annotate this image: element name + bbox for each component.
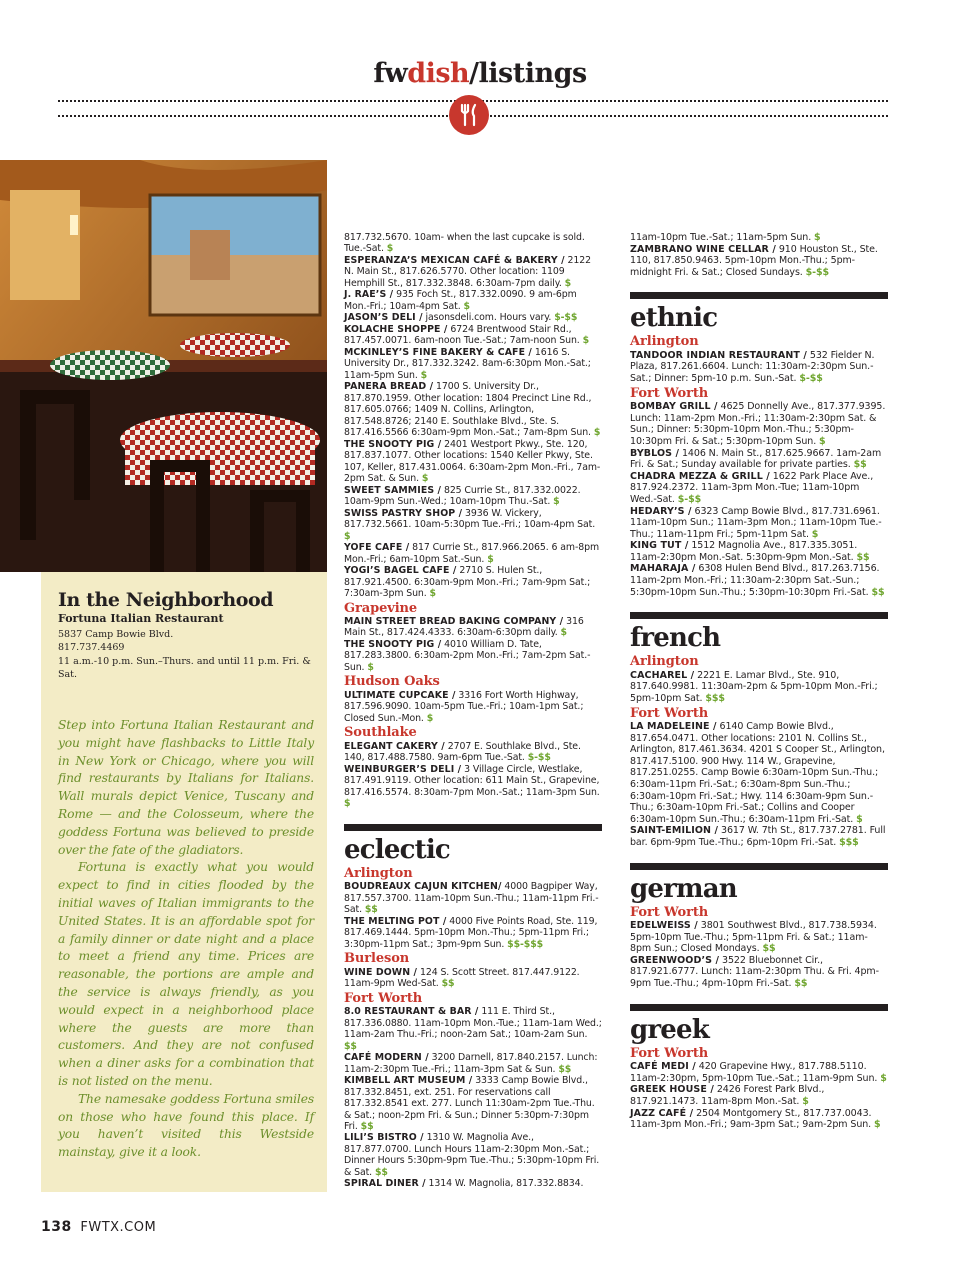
city-heading: Hudson Oaks bbox=[344, 674, 440, 690]
listing-name: CAFÉ MEDI / bbox=[630, 1061, 696, 1073]
listing-name: SAINT-EMILION / bbox=[630, 825, 719, 837]
listing-name: ELEGANT CAKERY / bbox=[344, 740, 445, 752]
listing-entry bbox=[630, 563, 888, 598]
listing-entry bbox=[344, 764, 602, 810]
listing-entry bbox=[630, 540, 888, 563]
listing-price: $-$$ bbox=[677, 493, 702, 505]
listing-details: jasonsdeli.com. Hours vary. bbox=[425, 312, 552, 324]
listings-column-2 bbox=[630, 232, 888, 1131]
listing-price: $ bbox=[811, 528, 819, 540]
listing-details: 2710 S. Hulen St., 817.921.4500. 6:30am-9pm Mon.-Fri.; 7am-9pm Sat.; 7:30am-3pm Sun. bbox=[344, 565, 591, 600]
listing-name: YOFE CAFE / bbox=[344, 542, 410, 554]
listing-price: $ bbox=[802, 1095, 809, 1107]
listing-details: 3316 Fort Worth Highway, 817.596.9090. 10am-5pm Tue.-Fri.; 10am-1pm Sat.; Closed Sun.-Mon. bbox=[344, 689, 584, 724]
listing-entry bbox=[630, 448, 888, 471]
listing-name: SWEET SAMMIES / bbox=[344, 484, 442, 496]
section-header bbox=[630, 863, 888, 904]
listing-entry bbox=[344, 312, 602, 323]
masthead-part2: dish bbox=[407, 58, 470, 89]
listing-price: $$ bbox=[441, 978, 455, 990]
listing-details: 1700 S. University Dr., 817.870.1959. Other location: 1804 Precinct Line Rd., 817.605.0766; 1409 N. Collins, Arlington, 817.548.8726; 2140 E. Southlake Blvd., Ste. S. 817.416.5566 6:30am-9pm Mon.-Sat.; 7am-8pm Sun. bbox=[344, 381, 592, 439]
listing-price: $-$$ bbox=[799, 373, 823, 385]
listing-details: 2221 E. Lamar Blvd., Ste. 910, 817.640.9981. 11:30am-2pm & 5pm-10pm Mon.-Fri.; 5pm-10pm Sat. bbox=[630, 669, 878, 704]
listing-details: 124 S. Scott Street. 817.447.9122. 11am-9pm Wed-Sat. bbox=[344, 966, 580, 990]
listing-name: YOGI’S BAGEL CAFE / bbox=[344, 565, 457, 577]
neighborhood-restaurant: Fortuna Italian Restaurant bbox=[58, 611, 224, 625]
section-title: ethnic bbox=[630, 303, 718, 334]
listing-name: J. RAE’S / bbox=[344, 289, 394, 301]
listing-name: KING TUT / bbox=[630, 540, 689, 552]
listing-details: 3200 Darnell, 817.840.2157. Lunch: 11am-2:30pm Tue.-Fri.; 11am-3pm Sat & Sun. bbox=[344, 1052, 598, 1075]
listing-price: $$$ bbox=[705, 692, 725, 704]
listing-entry bbox=[344, 347, 602, 381]
page-footer bbox=[41, 1219, 156, 1235]
listing-price: $$ bbox=[364, 904, 378, 916]
section-rule bbox=[630, 292, 888, 299]
listing-details: 1512 Magnolia Ave., 817.335.3051. 11am-2:30pm Mon.-Sat. 5:30pm-9pm Mon.-Sat. bbox=[630, 540, 858, 563]
listing-details: 3936 W. Vickery, 817.732.5661. 10am-5:30pm Tue.-Fri.; 10am-4pm Sat. bbox=[344, 507, 596, 531]
restaurant-photo bbox=[0, 160, 327, 572]
listing-entry bbox=[344, 565, 602, 599]
listing-details: 2707 E. Southlake Blvd., Ste. 140, 817.488.7580. 9am-6pm Tue.-Sat. bbox=[344, 740, 581, 764]
neighborhood-box bbox=[58, 590, 313, 682]
story-paragraph: Step into Fortuna Italian Restaurant and you might have flashbacks to Little Italy in New York or Chicago, where you will find restaurants by Italians for Italians. Wall murals depict Venice, Tuscany and Rome — and the Colosseum, where the goddess Fortuna was believed to preside over the fate of the gladiators. bbox=[58, 718, 314, 857]
section-rule bbox=[630, 1004, 888, 1011]
listing-price: $ bbox=[593, 427, 601, 439]
listing-price: $$ bbox=[374, 1166, 388, 1178]
listing-price: $ bbox=[880, 1072, 887, 1084]
listing-entry bbox=[630, 244, 888, 279]
listing-details: 935 Foch St., 817.332.0090. 9 am-6pm Mon.-Fri.; 10am-4pm Sat. bbox=[344, 289, 577, 312]
story-paragraph: Fortuna is exactly what you would expect to find in cities flooded by the initial waves of Italian immigrants to the United States. It is an affordable spot for a family dinner or date night and a place to meet a friend any time. Prices are reasonable, the portions are ample and the service is always friendly, as you would expect in a neighborhood place where the guests are more than customers. And they are not confused when a diner asks for a combination that is not listed on the menu. bbox=[58, 860, 314, 1088]
neighborhood-phone: 817.737.4469 bbox=[58, 642, 125, 654]
listing-name: WINE DOWN / bbox=[344, 966, 418, 978]
listing-details: 420 Grapevine Hwy., 817.788.5110. 11am-2:30pm, 5pm-10pm Tue.-Sat.; 11am-9pm Sun. bbox=[630, 1061, 878, 1084]
listing-entry bbox=[344, 1075, 602, 1132]
listing-entry bbox=[630, 670, 888, 705]
listing-price: $$ bbox=[871, 586, 885, 598]
listing-name: CACHAREL / bbox=[630, 669, 695, 681]
site-url: FWTX.COM bbox=[80, 1220, 157, 1235]
section-rule bbox=[344, 824, 602, 831]
listing-price: $$ bbox=[360, 1121, 374, 1132]
neighborhood-hours: 11 a.m.-10 p.m. Sun.–Thurs. and until 11 p.m. Fri. & Sat. bbox=[58, 655, 311, 681]
listing-entry bbox=[630, 401, 888, 447]
listing-details: 1622 Park Place Ave., 817.924.2372. 11am-3pm Mon.-Tue; 11am-10pm Wed.-Sat. bbox=[630, 470, 874, 505]
listing-details: 817.732.5670. 10am- when the last cupcake is sold. Tue.-Sat. bbox=[344, 232, 585, 255]
city-heading: Arlington bbox=[630, 654, 699, 670]
listing-price: $ bbox=[344, 530, 351, 542]
listing-price: $ bbox=[386, 243, 394, 255]
listing-name: SWISS PASTRY SHOP / bbox=[344, 507, 463, 519]
listing-price: $ bbox=[856, 813, 863, 825]
listing-price: $ bbox=[367, 661, 374, 673]
listing-name: BYBLOS / bbox=[630, 447, 680, 459]
listing-price: $ bbox=[426, 712, 434, 724]
listing-name: MAIN STREET BREAD BAKING COMPANY / bbox=[344, 616, 564, 627]
listing-details: 3 Village Circle, Westlake, 817.491.9119. Other location: 611 Main St., Grapevine, 817.416.5574. 8:30am-7pm Mon.-Sat.; 11am-3pm Sun. bbox=[344, 763, 600, 798]
listing-price: $ bbox=[814, 232, 821, 243]
listing-details: 910 Houston St., Ste. 110, 817.850.9463. 5pm-10pm Mon.-Thu.; 5pm-midnight Fri. & Sat.; Closed Sundays. bbox=[630, 243, 878, 278]
listing-entry bbox=[344, 616, 602, 639]
listing-name: GREEK HOUSE / bbox=[630, 1084, 714, 1096]
listing-name: ZAMBRANO WINE CELLAR / bbox=[630, 243, 776, 255]
city-heading: Arlington bbox=[630, 334, 699, 350]
city-heading: Fort Worth bbox=[630, 385, 709, 401]
listing-details: 4625 Donnelly Ave., 817.377.9395. Lunch: 11am-2pm Mon.-Fri.; 11:30am-2:30pm Sat. & Sun.; Dinner: 5:30pm-10pm Mon.-Thu.; 5:30pm-10:30pm Fri. & Sat.; 5:30pm-10pm Sun. bbox=[630, 401, 886, 447]
city-heading: Fort Worth bbox=[630, 1045, 709, 1061]
listing-price: $-$$ bbox=[554, 312, 578, 324]
fork-knife-icon bbox=[449, 95, 489, 135]
listing-details: 2504 Montgomery St., 817.737.0043. 11am-3pm Mon.-Fri.; 9am-3pm Sat.; 9am-2pm Sun. bbox=[630, 1107, 872, 1131]
section-header bbox=[630, 292, 888, 333]
listing-price: $ bbox=[421, 473, 429, 485]
listing-name: TANDOOR INDIAN RESTAURANT / bbox=[630, 349, 807, 361]
listing-price: $ bbox=[463, 300, 470, 312]
listing-name: HEDARY’S / bbox=[630, 505, 692, 517]
listing-entry bbox=[630, 1061, 888, 1084]
listing-entry bbox=[344, 439, 602, 485]
section-title: greek bbox=[630, 1014, 709, 1045]
listing-name: 8.0 RESTAURANT & BAR / bbox=[344, 1006, 479, 1018]
listing-name: BOMBAY GRILL / bbox=[630, 401, 718, 413]
listing-details: 316 Main St., 817.424.4333. 6:30am-6:30pm daily. bbox=[344, 616, 584, 639]
listing-entry bbox=[630, 721, 888, 825]
listing-details: 1310 W. Magnolia Ave., 817.877.0700. Lunch Hours 11am-2:30pm Mon.-Sat.; Dinner Hours 5:30pm-9pm Tue.-Thu.; 5:30pm-10pm Fri. & Sat. bbox=[344, 1132, 600, 1178]
story-paragraph: The namesake goddess Fortuna smiles on those who have found this place. If you haven’t visited this Westside mainstay, give it a look. bbox=[58, 1091, 314, 1160]
listing-name: ESPERANZA’S MEXICAN CAFÉ & BAKERY / bbox=[344, 254, 565, 266]
listing-price: $$-$$$ bbox=[507, 938, 544, 950]
listing-entry bbox=[344, 1052, 602, 1075]
city-heading: Fort Worth bbox=[630, 705, 709, 721]
listing-details: 4010 William D. Tate, 817.283.3800. 6:30am-2pm Mon.-Fri.; 7am-2pm Sat.-Sun. bbox=[344, 638, 591, 673]
listing-price: $ bbox=[420, 369, 428, 381]
listing-entry bbox=[344, 741, 602, 764]
listing-name: THE SNOOTY PIG / bbox=[344, 438, 442, 450]
listing-price: $ bbox=[429, 588, 436, 600]
listing-details: 1314 W. Magnolia, 817.332.8834. bbox=[428, 1178, 584, 1190]
listing-name: BOUDREAUX CAJUN KITCHEN/ bbox=[344, 881, 502, 893]
listing-details: 1406 N. Main St., 817.625.9667. 1am-2am Fri. & Sat.; Sunday available for private parties. bbox=[630, 447, 882, 471]
listing-name: KIMBELL ART MUSEUM / bbox=[344, 1075, 473, 1087]
listing-entry bbox=[630, 825, 888, 848]
listing-name: JAZZ CAFÉ / bbox=[630, 1107, 694, 1119]
listing-details: 4000 Five Points Road, Ste. 119, 817.469.1444. 5pm-10pm Mon.-Thu.; 5pm-11pm Fri.; 3:30pm-11pm Sat.; 3pm-9pm Sun. bbox=[344, 915, 598, 950]
listing-entry bbox=[344, 1132, 602, 1178]
listing-name: EDELWEISS / bbox=[630, 920, 698, 932]
listing-details: 6323 Camp Bowie Blvd., 817.731.6961. 11am-10pm Sun.; 11am-3pm Mon.; 11am-10pm Tue.-Thu.; 11am-11pm Fri.; 5pm-11pm Sat. bbox=[630, 505, 882, 540]
listing-name: PANERA BREAD / bbox=[344, 381, 434, 393]
city-heading: Grapevine bbox=[344, 600, 418, 616]
listing-details: 6308 Hulen Bend Blvd., 817.263.7156. 11am-2pm Mon.-Fri.; 11:30am-2:30pm Sat.-Sun.; 5:30pm-10pm Sun.-Thu.; 5:30pm-10:30pm Fri.-Sat. bbox=[630, 563, 880, 598]
listing-details: 6140 Camp Bowie Blvd., 817.654.0471. Other locations: 2101 N. Collins St., Arlington, 817.461.3634. 4201 S Cooper St., Arlington, 817.417.5100. 900 Hwy. 114 W., Grapevine, 817.251.0255. Camp Bowie 6:30am-10pm Sun.-Thu.; 6:30am-11pm Fri.-Sat.; 6:30am-8pm Sun.-Thu.; 6:30am-10pm Fri.-Sat.; Hwy. 114 6:30am-9pm Sun.-Thu.; 6:30am-10pm Fri.-Sat.; Collins and Cooper 6:30am-10pm Sun.-Thu.; 6:30am-11pm Fri.-Sat. bbox=[630, 721, 885, 825]
section-header bbox=[630, 612, 888, 653]
listing-entry bbox=[344, 916, 602, 950]
section-title: eclectic bbox=[344, 834, 450, 865]
page-number: 138 bbox=[41, 1219, 72, 1235]
neighborhood-info bbox=[58, 628, 313, 682]
listing-name: LA MADELEINE / bbox=[630, 721, 717, 733]
section-rule bbox=[630, 612, 888, 619]
listing-details: 825 Currie St., 817.332.0022. 10am-9pm Sun.-Wed.; 10am-10pm Thu.-Sat. bbox=[344, 484, 581, 508]
listing-name: JASON’S DELI / bbox=[344, 312, 423, 324]
section-header bbox=[630, 1004, 888, 1045]
listing-price: $$$ bbox=[839, 836, 859, 848]
listing-price: $$ bbox=[794, 978, 808, 990]
listing-entry bbox=[344, 255, 602, 289]
section-rule bbox=[630, 863, 888, 870]
listing-price: $ bbox=[582, 335, 589, 347]
listing-price: $ bbox=[487, 553, 494, 565]
listing-details: 817 Currie St., 817.966.2065. 6 am-8pm Mon.-Fri.; 6am-10pm Sat.-Sun. bbox=[344, 542, 599, 565]
listing-details: 2401 Westport Pkwy., Ste. 120, 817.837.1077. Other locations: 1540 Keller Pkwy, Ste. 107, Keller, 817.431.0064. 6:30am-2pm Mon.-Fri., 7am-2pm Sat. & Sun. bbox=[344, 438, 601, 485]
listing-entry bbox=[630, 920, 888, 955]
listing-price: $ bbox=[344, 798, 351, 810]
listings-column-1 bbox=[344, 232, 602, 1190]
listing-entry bbox=[630, 506, 888, 541]
listing-details: 111 E. Third St., 817.336.0880. 11am-10pm Mon.-Tue.; 11am-1am Wed.; 11am-2am Thu.-Fri.; noon-2am Sat.; 10am-2am Sun. bbox=[344, 1006, 602, 1041]
listing-price: $ bbox=[560, 627, 567, 639]
listing-entry bbox=[344, 381, 602, 438]
city-heading: Arlington bbox=[344, 865, 413, 881]
neighborhood-address: 5837 Camp Bowie Blvd. bbox=[58, 628, 174, 640]
listing-price: $$ bbox=[856, 551, 870, 563]
listing-entry bbox=[344, 690, 602, 724]
section-header bbox=[344, 824, 602, 865]
listing-details: 2426 Forest Park Blvd., 817.921.1473. 11am-8pm Mon.-Sat. bbox=[630, 1084, 825, 1107]
listing-entry bbox=[630, 1108, 888, 1131]
city-heading: Fort Worth bbox=[630, 904, 709, 920]
city-heading: Burleson bbox=[344, 951, 410, 967]
listing-price: $-$$ bbox=[805, 266, 830, 278]
section-title: french bbox=[630, 623, 721, 654]
masthead-part1: fw bbox=[373, 58, 408, 89]
listing-price: $$ bbox=[558, 1063, 572, 1075]
listing-name: MCKINLEY’S FINE BAKERY & CAFE / bbox=[344, 346, 532, 358]
listing-details: 2122 N. Main St., 817.626.5770. Other location: 1109 Hemphill St., 817.332.3848. 6:30am-7pm daily. bbox=[344, 254, 591, 289]
listing-details: 4000 Bagpiper Way, 817.557.3700. 11am-10pm Sun.-Thu.; 11am-11pm Fri.-Sat. bbox=[344, 881, 599, 916]
city-heading: Southlake bbox=[344, 725, 417, 741]
listing-name: THE SNOOTY PIG / bbox=[344, 638, 442, 650]
listing-details: 3801 Southwest Blvd., 817.738.5934. 5pm-10pm Tue.-Thu.; 5pm-11pm Fri. & Sat.; 11am-8pm Sun.; Closed Mondays. bbox=[630, 920, 877, 955]
listing-details: 6724 Brentwood Stair Rd., 817.457.0071. 6am-noon Tue.-Sat.; 7am-noon Sun. bbox=[344, 323, 580, 347]
listing-details: 3522 Bluebonnet Cir., 817.921.6777. Lunch: 11am-2:30pm Thu. & Fri. 4pm-9pm Tue.-Thu.; 4pm-10pm Fri.-Sat. bbox=[630, 954, 879, 990]
listing-entry bbox=[344, 485, 602, 508]
listing-name: WEINBURGER’S DELI / bbox=[344, 763, 462, 775]
listing-price: $ bbox=[553, 496, 560, 508]
listing-entry bbox=[630, 350, 888, 385]
city-heading: Fort Worth bbox=[344, 990, 423, 1006]
listing-price: $$ bbox=[762, 943, 776, 955]
listing-entry bbox=[344, 324, 602, 347]
masthead-part3: /listings bbox=[469, 58, 587, 89]
listing-price: $ bbox=[564, 277, 572, 289]
listing-name: THE MELTING POT / bbox=[344, 915, 447, 927]
listing-details: 532 Fielder N. Plaza, 817.261.6604. Lunch: 11:30am-2:30pm Sun.-Sat.; Dinner: 5pm-10 p.m. Sun.-Sat. bbox=[630, 349, 875, 385]
listing-price: $ bbox=[819, 435, 826, 447]
listing-name: GREENWOOD’S / bbox=[630, 954, 720, 966]
neighborhood-title: In the Neighborhood bbox=[58, 589, 274, 611]
listing-details: 1616 S. University Dr., 817.332.3242. 8am-6:30pm Mon.-Sat.; 11am-5pm Sun. bbox=[344, 346, 591, 381]
neighborhood-story bbox=[58, 717, 314, 1162]
listing-entry bbox=[630, 471, 888, 506]
listing-name: SPIRAL DINER / bbox=[344, 1178, 426, 1190]
masthead-title bbox=[0, 58, 960, 89]
listing-name: KOLACHE SHOPPE / bbox=[344, 323, 448, 335]
listing-entry bbox=[630, 232, 888, 244]
listing-entry bbox=[344, 289, 602, 312]
listing-details: 3617 W. 7th St., 817.737.2781. Full bar. 6pm-9pm Tue.-Thu.; 6pm-10pm Fri.-Sat. bbox=[630, 825, 886, 848]
listing-entry bbox=[344, 639, 602, 673]
listing-entry bbox=[344, 232, 602, 255]
listing-name: MAHARAJA / bbox=[630, 563, 696, 575]
listing-price: $ bbox=[874, 1119, 881, 1131]
listing-entry bbox=[344, 967, 602, 990]
listing-price: $$ bbox=[344, 1040, 357, 1052]
listing-entry bbox=[630, 1084, 888, 1107]
listing-entry bbox=[344, 1178, 602, 1189]
listing-entry bbox=[344, 508, 602, 542]
listing-price: $-$$ bbox=[527, 752, 551, 764]
listing-entry bbox=[344, 1006, 602, 1052]
listing-name: CAFÉ MODERN / bbox=[344, 1052, 429, 1064]
listing-entry bbox=[630, 955, 888, 990]
listing-name: CHADRA MEZZA & GRILL / bbox=[630, 470, 770, 482]
listing-name: ULTIMATE CUPCAKE / bbox=[344, 689, 456, 701]
listing-entry bbox=[344, 542, 602, 565]
listing-name: LILI’S BISTRO / bbox=[344, 1132, 424, 1144]
listing-entry bbox=[344, 881, 602, 915]
section-title: german bbox=[630, 873, 737, 904]
listing-details: 11am-10pm Tue.-Sat.; 11am-5pm Sun. bbox=[630, 232, 812, 243]
listing-price: $$ bbox=[853, 459, 867, 471]
listing-details: 3333 Camp Bowie Blvd., 817.332.8451, ext. 251. For reservations call 817.332.8541 ext. 277. Lunch 11:30am-2pm Tue.-Thu. & Sat.; noon-2pm Fri. & Sun.; Dinner 5:30pm-7:30pm Fri. bbox=[344, 1075, 595, 1132]
